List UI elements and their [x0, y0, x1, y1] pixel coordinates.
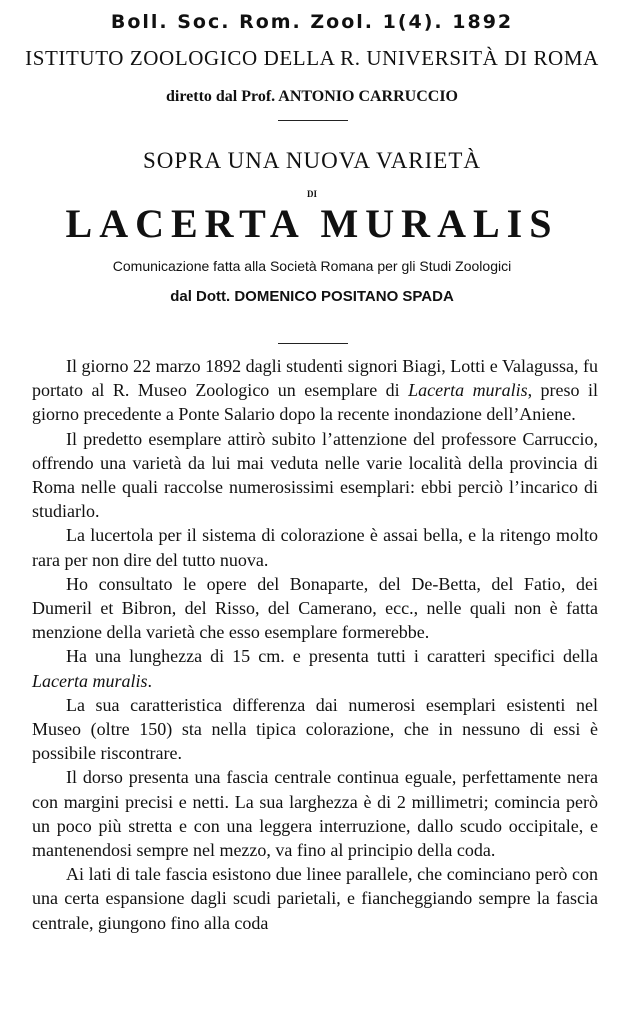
article-body: [32, 354, 598, 935]
paragraph: Il dorso presenta una fascia centrale continua eguale, perfettamente nera con margini precisi e netti. La sua larghezza è di 2 millimetri; comincia però un poco più stretta e con una leggera interruzione, dallo scudo occipitale, e mantenendosi sempre nel mezzo, va fino al principio della coda.: [32, 767, 598, 861]
title-line-1: SOPRA UNA NUOVA VARIETÀ: [142, 148, 482, 173]
header-divider: [278, 120, 348, 121]
title-connector: DI: [306, 189, 317, 199]
institute-name: ISTITUTO ZOOLOGICO DELLA R. UNIVERSITÀ DI ROMA: [25, 46, 599, 70]
paragraph: Ha una lunghezza di 15 cm. e presenta tutti i caratteri specifici della Lacerta muralis.: [32, 646, 598, 691]
paragraph: Il predetto esemplare attirò subito l’attenzione del professore Carruccio, offrendo una varietà da lui mai veduta nelle varie località della provincia di Roma nelle quali raccolse numerosissimi esemplari: ebbi perciò l’incarico di studiarlo.: [32, 428, 598, 522]
paragraph: La lucertola per il sistema di colorazione è assai bella, e la ritengo molto rara per non dire del tutto nuova.: [32, 525, 598, 570]
journal-citation: Boll. Soc. Rom. Zool. 1(4). 1892: [110, 11, 514, 33]
director-line: diretto dal Prof. ANTONIO CARRUCCIO: [165, 88, 458, 105]
paragraph: Il giorno 22 marzo 1892 dagli studenti signori Biagi, Lotti e Valagussa, fu portato al R. Museo Zoologico un esemplare di Lacerta muralis, preso il giorno precedente a Ponte Salario dopo la recente inondazione dell’Aniene.: [32, 356, 598, 425]
title-line-2: LACERTA MURALIS: [65, 201, 559, 246]
paragraph: La sua caratteristica differenza dai numerosi esemplari esistenti nel Museo (oltre 150) sta nella tipica colorazione, che in nessuno di essi è possibile riscontrare.: [32, 694, 598, 764]
paragraph: Ai lati di tale fascia esistono due linee parallele, che cominciano però con una certa espansione dagli scudi parietali, e fiancheggiando sempre la fascia centrale, giungono fino alla coda: [32, 864, 598, 933]
communication-note: Comunicazione fatta alla Società Romana per gli Studi Zoologici: [112, 258, 512, 274]
title-divider: [278, 343, 348, 344]
author-line: dal Dott. DOMENICO POSITANO SPADA: [170, 288, 454, 305]
paragraph: Ho consultato le opere del Bonaparte, del De-Betta, del Fatio, dei Dumeril et Bibron, del Risso, del Camerano, ecc., nelle quali non è fatta menzione della varietà che esso esemplare formerebbe.: [32, 573, 598, 643]
